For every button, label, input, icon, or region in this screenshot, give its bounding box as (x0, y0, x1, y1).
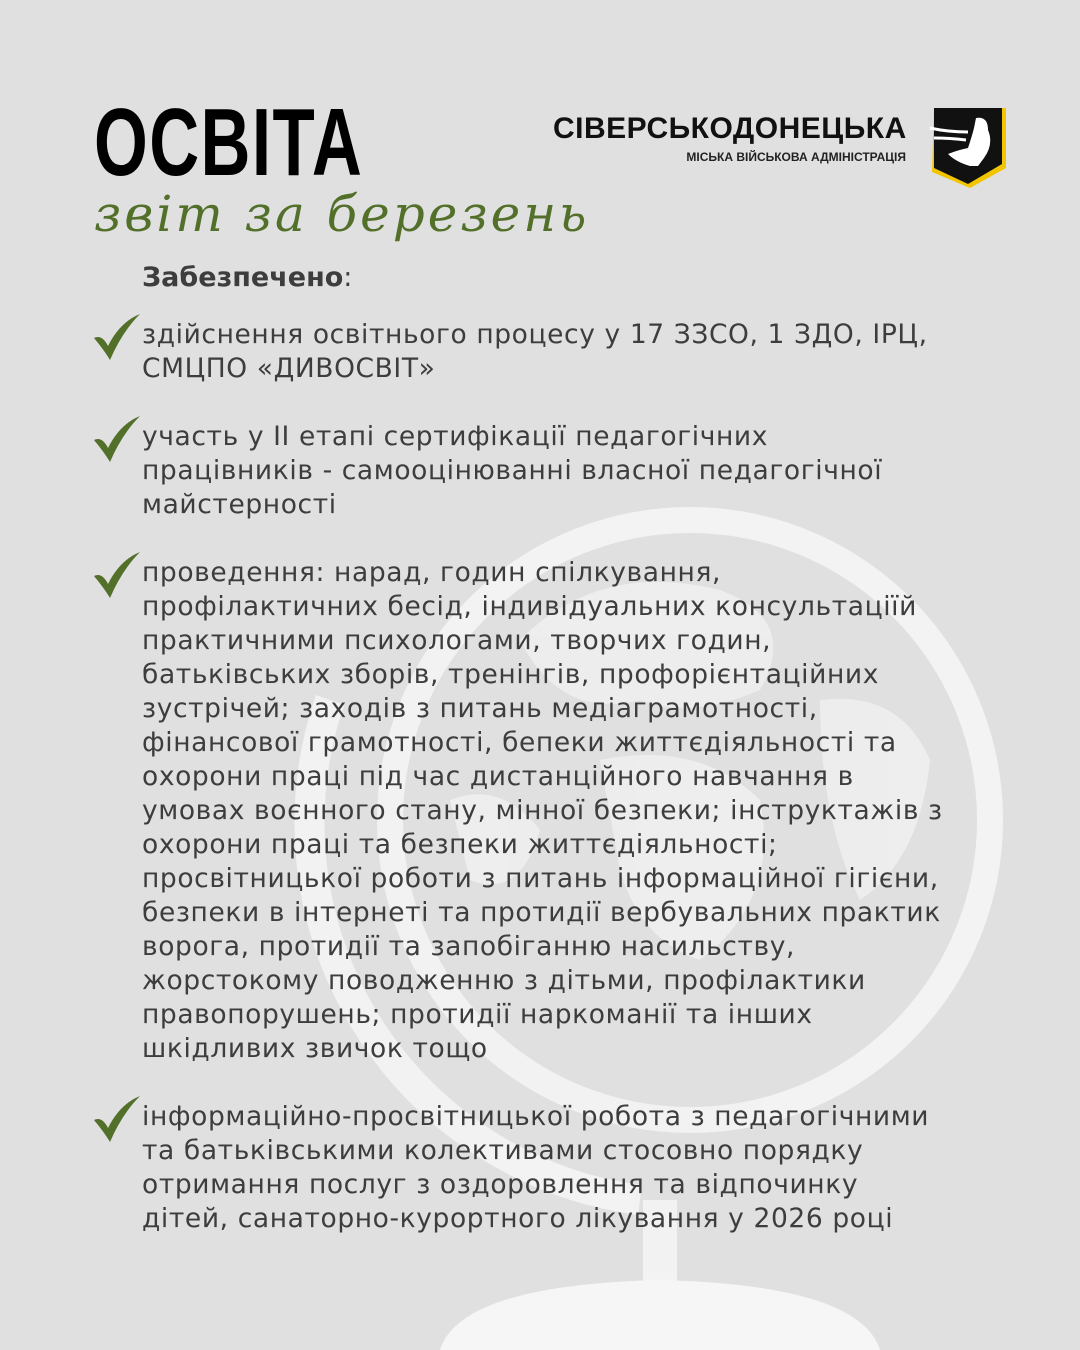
page-title: ОСВІТА (94, 89, 364, 196)
list-item (92, 1100, 929, 1236)
checkmark-icon (92, 312, 142, 362)
item-line: умовах воєнного стану, мінної безпеки; інструктажів з (142, 795, 943, 826)
item-line: практичними психологами, творчих годин, (142, 625, 772, 656)
item-line: профілактичних бесід, індивідуальних консультаціїй (142, 591, 917, 622)
item-line: батьківських зборів, тренінгів, профорієнтаційних (142, 659, 879, 690)
item-line: працівників - самооцінюванні власної педагогічної (142, 455, 883, 486)
checkmark-icon (92, 414, 142, 464)
item-line: проведення: нарад, годин спілкування, (142, 557, 722, 588)
item-line: охорони праці та безпеки життєдіяльності; (142, 829, 778, 860)
checkmark-icon (92, 550, 142, 600)
item-line: дітей, санаторно-курортного лікування у 2026 році (142, 1203, 894, 1234)
logo-name: СІВЕРСЬКОДОНЕЦЬКА (553, 112, 907, 145)
item-line: здійснення освітнього процесу у 17 ЗЗСО, 1 ЗДО, ІРЦ, (142, 319, 928, 350)
item-text (142, 420, 882, 522)
item-line: просвітницької роботи з питань інформаційної гігієни, (142, 863, 939, 894)
item-line: правопорушень; протидії наркоманії та інших (142, 999, 813, 1030)
item-text (142, 1100, 929, 1236)
list-item (92, 420, 882, 522)
intro-heading (142, 262, 352, 293)
logo-text (553, 112, 907, 164)
item-line: інформаційно-просвітницької робота з педагогічними (142, 1101, 930, 1132)
logo-subtitle: МІСЬКА ВІЙСЬКОВА АДМІНІСТРАЦІЯ (686, 150, 906, 164)
list-item (92, 318, 928, 386)
item-line: охорони праці під час дистанційного навчання в (142, 761, 854, 792)
item-line: участь у ІІ етапі сертифікації педагогічних (142, 421, 768, 452)
item-line: безпеки в інтернеті та протидії вербувальних практик (142, 897, 941, 928)
city-emblem-icon (928, 106, 1008, 190)
item-text (142, 556, 943, 1066)
report-subtitle: звіт за березень (94, 185, 590, 243)
item-line: отримання послуг з оздоровлення та відпочинку (142, 1169, 859, 1200)
item-line: СМЦПО «ДИВОСВІТ» (142, 353, 436, 384)
item-line: жорстокому поводженню з дітьми, профілактики (142, 965, 866, 996)
list-item (92, 556, 943, 1066)
item-line: фінансової грамотності, бепеки життєдіяльності та (142, 727, 897, 758)
item-line: та батьківськими колективами стосовно порядку (142, 1135, 864, 1166)
item-line: зустрічей; заходів з питань медіаграмотності, (142, 693, 818, 724)
item-line: шкідливих звичок тощо (142, 1033, 488, 1064)
intro-label: Забезпечено (142, 262, 344, 293)
item-line: ворога, протидії та запобіганню насильству, (142, 931, 796, 962)
intro-colon: : (343, 262, 353, 293)
item-text (142, 318, 928, 386)
checkmark-icon (92, 1094, 142, 1144)
item-line: майстерності (142, 489, 337, 520)
